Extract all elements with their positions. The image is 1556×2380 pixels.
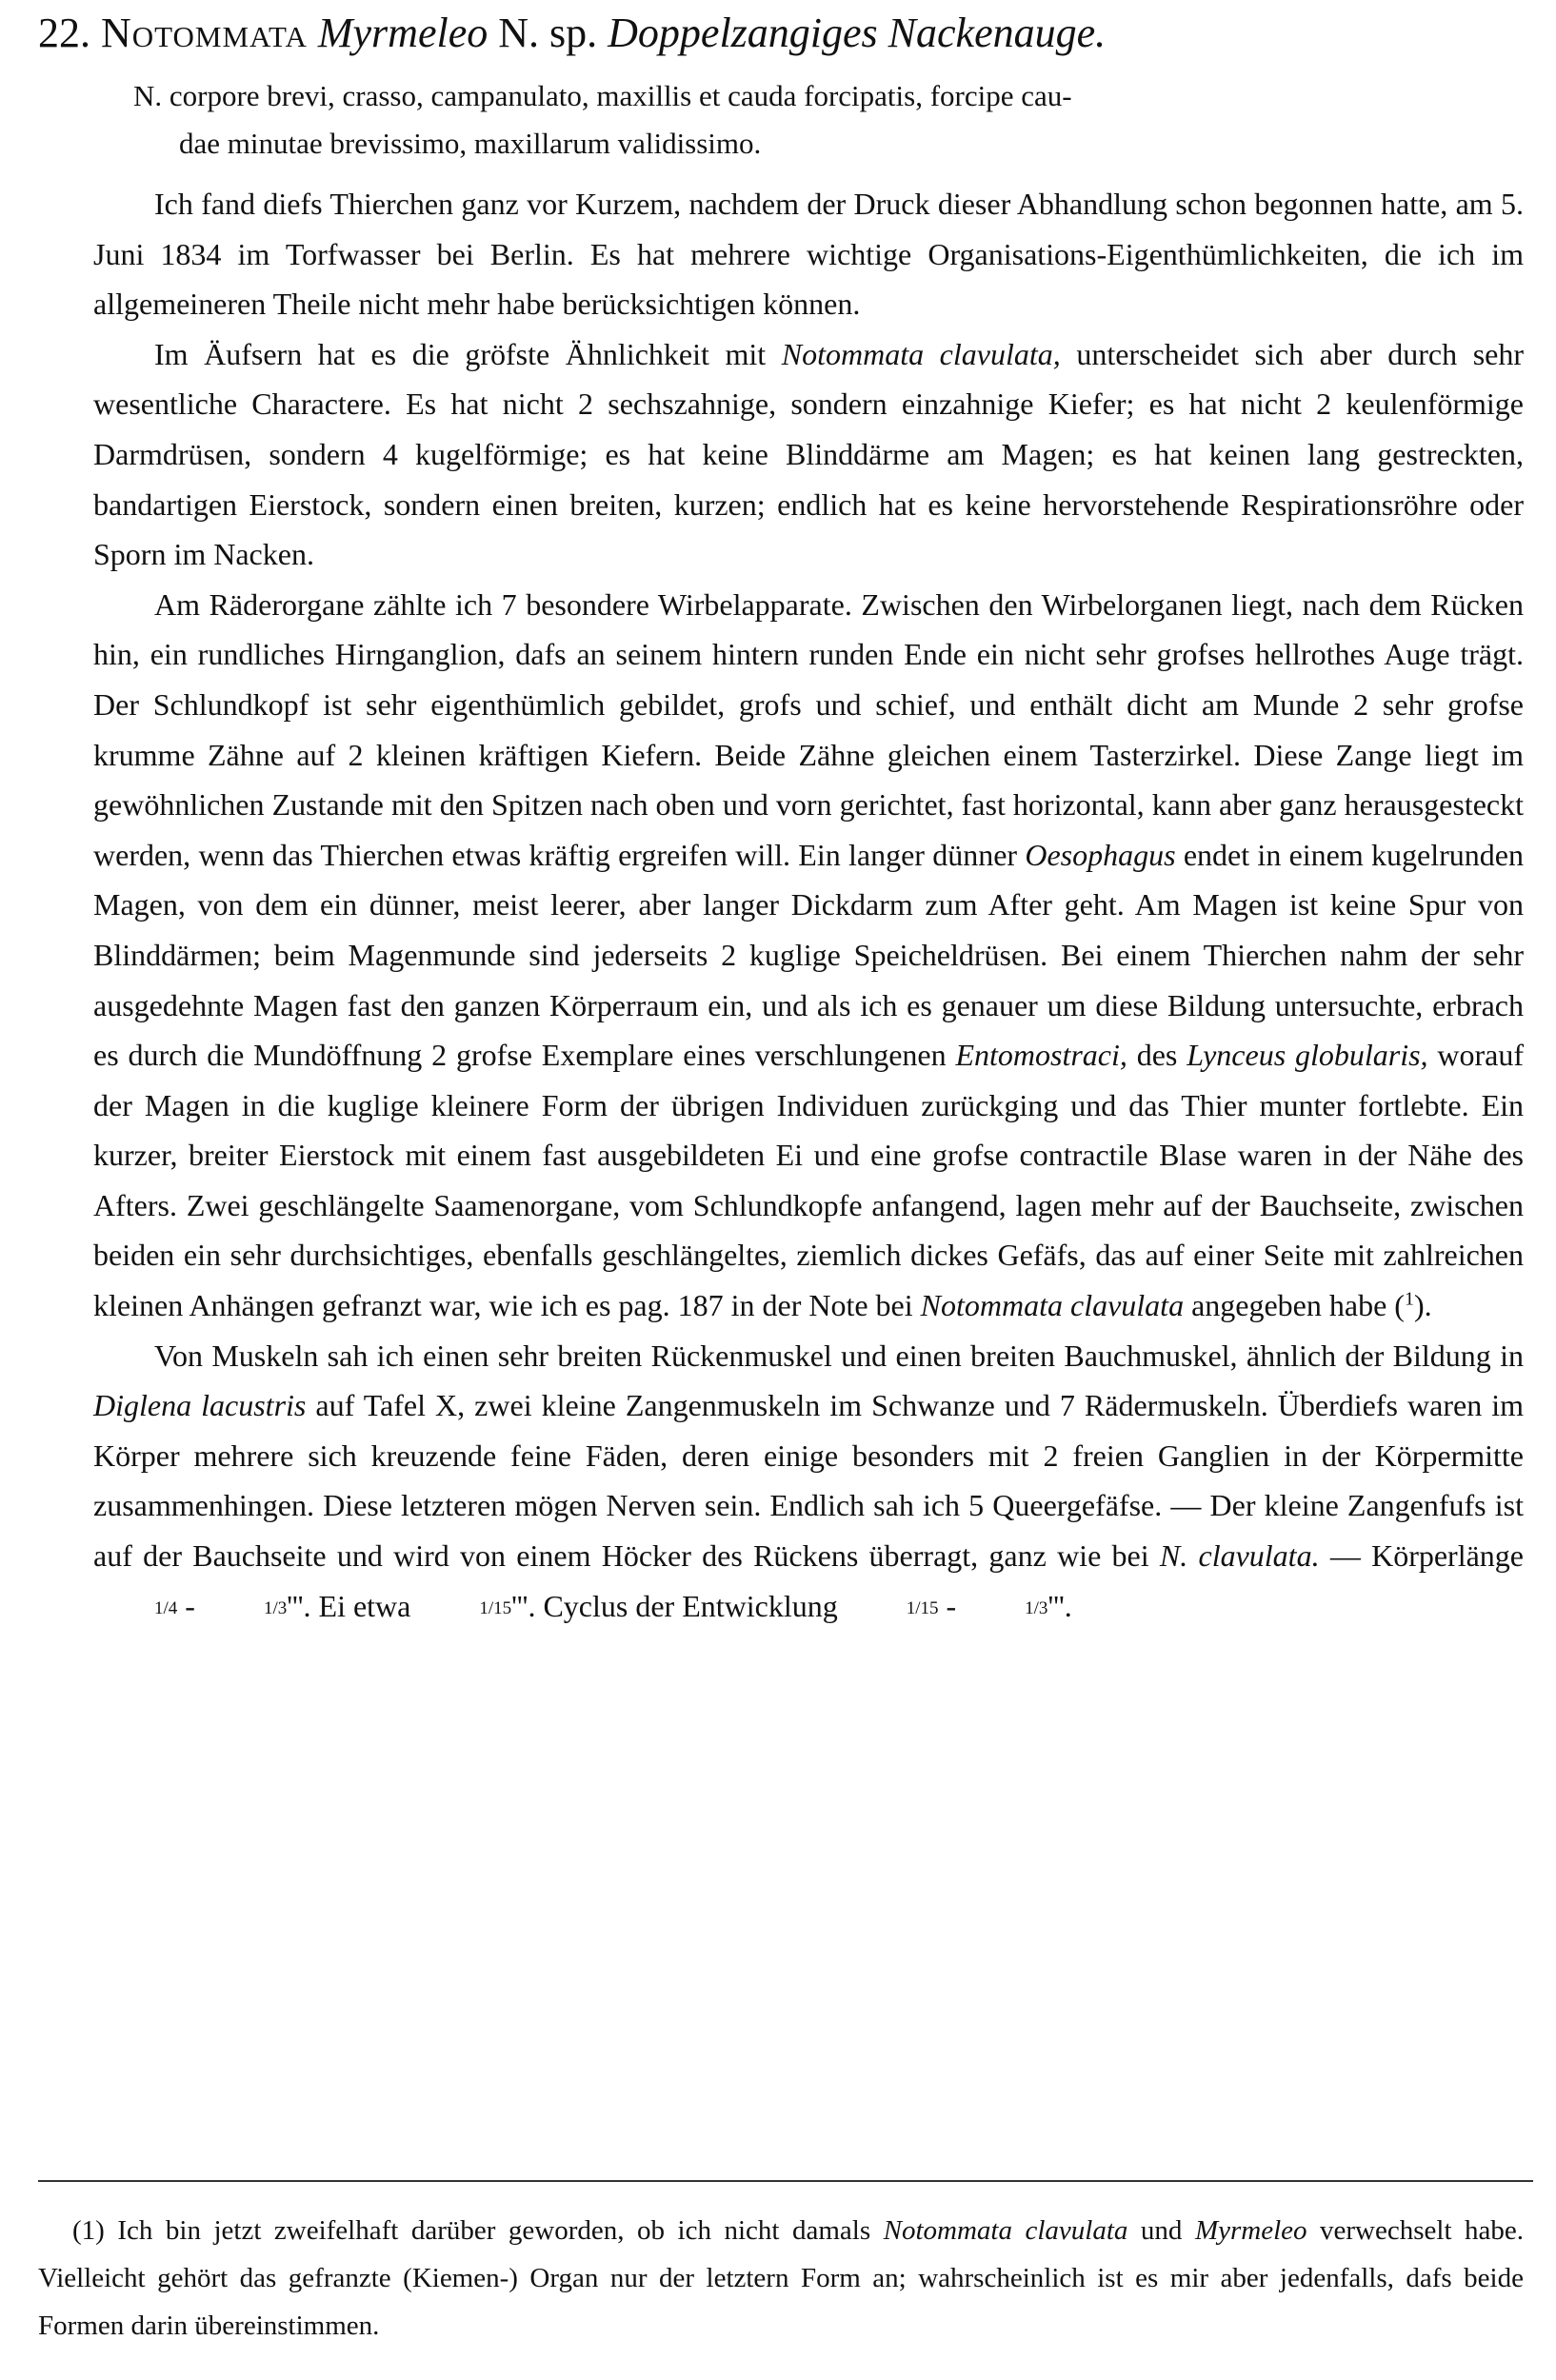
- text-run: auf Tafel X, zwei kleine Zangenmuskeln im Schwanze und 7 Rädermuskeln. Überdiefs waren im Körper mehrere sich kreuzende feine Fäden, deren einige besonders mit 2 freien Ganglien in der Körpermitte zusammenhingen. Diese letzteren mögen Nerven sein. Endlich sah ich 5 Queergefäfse. — Der kleine Zangenfufs ist auf der Bauchseite und wird von einem Höcker des Rückens überragt, ganz wie bei: [93, 1388, 1525, 1574]
- fraction-body-length-max: 1/3: [263, 1598, 288, 1619]
- text-run: verwechselt habe. Vielleicht gehört das gefranzte (Kiemen-) Organ nur der letztern Form an; wahrscheinlich ist es mir aber jedenfalls, dafs beide Formen darin übereinstimmen.: [38, 2215, 1525, 2341]
- species-epithet: Myrmeleo: [317, 10, 489, 56]
- text-run: des: [1127, 1038, 1187, 1073]
- footnote: [38, 2207, 1524, 2350]
- paragraph-muscles: [93, 1331, 1524, 1632]
- fraction-egg-size: 1/15: [479, 1598, 512, 1619]
- text-run: endet in einem kugelrunden Magen, von dem ein dünner, meist leerer, aber langer Dickdarm zum After geht. Am Magen ist keine Spur von Blinddärmen; beim Magenmunde sind jederseits 2 kuglige Speicheldrüsen. Bei einem Thierchen nahm der sehr ausgedehnte Magen fast den ganzen Körperraum ein, und als ich es genauer um diese Bildung untersuchte, erbrach es durch die Mundöffnung 2 grofse Exemplare eines verschlungenen: [93, 837, 1525, 1073]
- fraction-cycle-max: 1/3: [1025, 1598, 1048, 1619]
- diagnosis-line-2: dae minutae brevissimo, maxillarum validissimo.: [179, 127, 762, 160]
- text-run: — Körperlänge: [1319, 1538, 1525, 1574]
- text-run: Im Äufsern hat es die gröfste Ähnlichkeit mit: [154, 336, 782, 371]
- species-number: 22.: [38, 10, 90, 56]
- text-run: Am Räderorgane zählte ich 7 besondere Wirbelapparate. Zwischen den Wirbelorganen liegt, nach dem Rücken hin, ein rundliches Hirnganglion, dafs an seinem hintern runden Ende ein nicht sehr grofses hellrothes Auge trägt. Der Schlundkopf ist sehr eigenthümlich gebildet, grofs und schief, und enthält dicht am Munde 2 sehr grofse krumme Zähne auf 2 kleinen kräftigen Kiefern. Beide Zähne gleichen einem Tasterzirkel. Diese Zange liegt im gewöhnlichen Zustande mit den Spitzen nach oben und vorn gerichtet, fast horizontal, kann aber ganz herausgesteckt werden, wenn das Thierchen etwas kräftig ergreifen will. Ein langer dünner: [93, 586, 1524, 872]
- text-run: '''. Ei etwa: [287, 1588, 419, 1623]
- taxon-name: Myrmeleo: [1194, 2215, 1307, 2246]
- description-body: [93, 179, 1524, 1631]
- text-run: Ich bin jetzt zweifelhaft darüber geworden, ob ich nicht damals: [104, 2215, 884, 2246]
- taxon-name: N. clavulata.: [1159, 1538, 1320, 1574]
- taxon-name: Notommata clavulata: [883, 2215, 1128, 2246]
- text-run: '''. Cyclus der Entwicklung: [511, 1588, 846, 1623]
- text-run: -: [938, 1588, 965, 1623]
- taxon-name: Lynceus globularis,: [1187, 1038, 1428, 1073]
- paragraph-anatomy: [93, 580, 1524, 1331]
- fraction-body-length-min: 1/4: [154, 1598, 178, 1619]
- taxon-name: Notommata clavulata: [920, 1288, 1185, 1323]
- text-run: und: [1127, 2215, 1195, 2246]
- text-run: '''.: [1047, 1588, 1072, 1623]
- footnote-marker: (1): [72, 2215, 105, 2246]
- taxon-name: Diglena lacustris: [93, 1388, 307, 1423]
- common-name: Doppelzangiges Nackenauge.: [608, 10, 1107, 56]
- text-run: -: [177, 1588, 203, 1623]
- taxon-name: Entomostraci,: [955, 1038, 1127, 1073]
- text-run: Von Muskeln sah ich einen sehr breiten Rückenmuskel und einen breiten Bauchmuskel, ähnlich der Bildung in: [154, 1338, 1524, 1373]
- text-run: ).: [1413, 1288, 1432, 1323]
- text-run: unterscheidet sich aber durch sehr wesentliche Charactere. Es hat nicht 2 sechszahnige, sondern einzahnige Kiefer; es hat nicht 2 keulenförmige Darmdrüsen, sondern 4 kugelförmige; es hat keine Blinddärme am Magen; es hat keinen lang gestreckten, bandartigen Eierstock, sondern einen breiten, kurzen; endlich hat es keine hervorstehende Respirationsröhre oder Sporn im Nacken.: [93, 336, 1525, 572]
- genus-name: Notommata: [101, 10, 308, 56]
- species-abbrev: N. sp.: [498, 10, 598, 56]
- diagnosis-line-1: N. corpore brevi, crasso, campanulato, maxillis et cauda forcipatis, forcipe cau-: [133, 79, 1072, 112]
- paragraph-comparison: [93, 329, 1524, 580]
- anatomy-term: Oesophagus: [1025, 837, 1176, 872]
- footnote-reference[interactable]: 1: [1404, 1288, 1414, 1310]
- taxon-name: Notommata clavulata,: [781, 336, 1061, 371]
- footnote-divider: [38, 2180, 1533, 2182]
- species-heading: [38, 4, 1524, 63]
- latin-diagnosis: [133, 72, 1524, 168]
- paragraph-discovery: Ich fand diefs Thierchen ganz vor Kurzem, nachdem der Druck dieser Abhandlung schon begonnen hatte, am 5. Juni 1834 im Torfwasser bei Berlin. Es hat mehrere wichtige Organisations-Eigenthümlichkeiten, die ich im allgemeineren Theile nicht mehr habe berücksichtigen können.: [93, 187, 1524, 322]
- fraction-cycle-min: 1/15: [906, 1598, 939, 1619]
- text-run: angegeben habe (: [1184, 1288, 1405, 1323]
- text-run: worauf der Magen in die kuglige kleinere Form der übrigen Individuen zurückging und das Thier munter fortlebte. Ein kurzer, breiter Eierstock mit einem fast ausgebildeten Ei und eine grofse contractile Blase waren in der Nähe des Afters. Zwei geschlängelte Saamenorgane, vom Schlundkopfe anfangend, lagen mehr auf der Bauchseite, zwischen beiden ein sehr durchsichtiges, ebenfalls geschlängeltes, ziemlich dickes Gefäfs, das auf einer Seite mit zahlreichen kleinen Anhängen gefranzt war, wie ich es pag. 187 in der Note bei: [93, 1038, 1525, 1323]
